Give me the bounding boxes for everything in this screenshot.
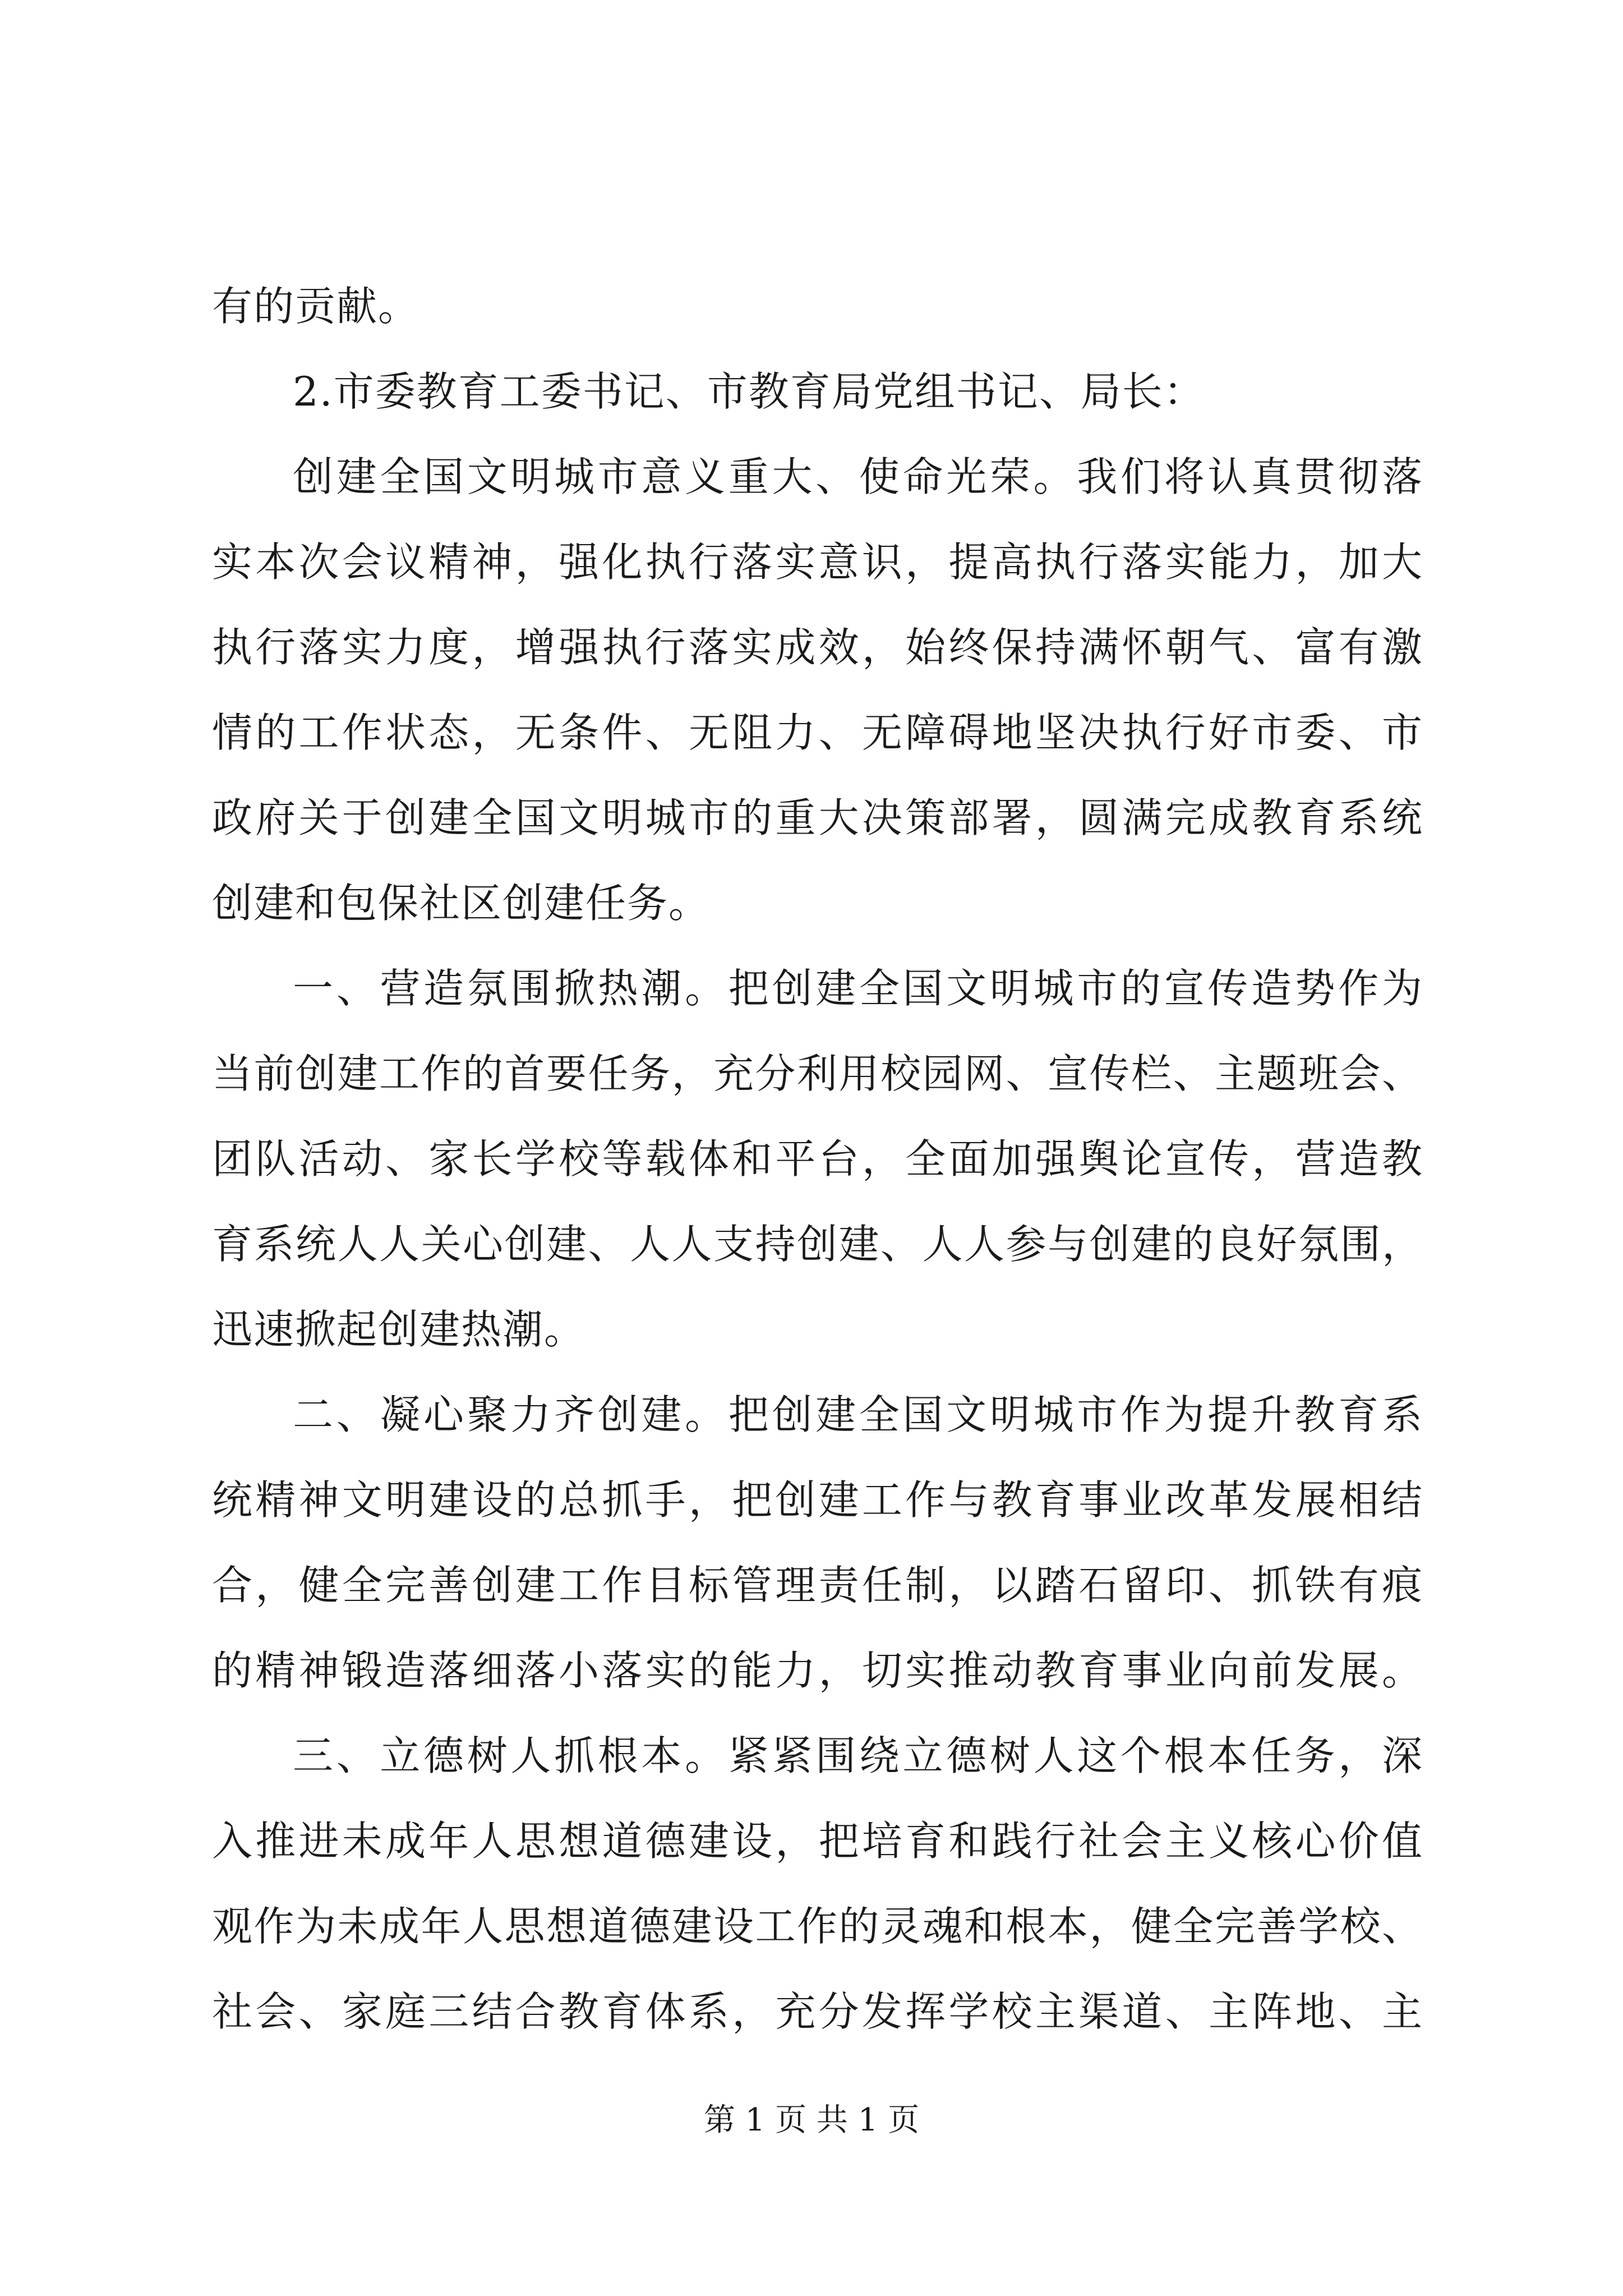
text-line: 二、凝心聚力齐创建。把创建全国文明城市作为提升教育系	[293, 1391, 1423, 1438]
text-line: 实本次会议精神，强化执行落实意识，提高执行落实能力，加大	[212, 539, 1423, 586]
page-number-footer: 第 1 页 共 1 页	[703, 2102, 920, 2138]
text-line: 的精神锻造落细落小落实的能力，切实推动教育事业向前发展。	[212, 1647, 1423, 1694]
text-line: 迅速掀起创建热潮。	[212, 1306, 586, 1353]
text-line: 合，健全完善创建工作目标管理责任制，以踏石留印、抓铁有痕	[212, 1562, 1423, 1609]
section-heading: 2.市委教育工委书记、市教育局党组书记、局长：	[293, 368, 1205, 415]
text-line: 创建全国文明城市意义重大、使命光荣。我们将认真贯彻落	[293, 453, 1423, 500]
text-line: 政府关于创建全国文明城市的重大决策部署，圆满完成教育系统	[212, 794, 1423, 841]
text-line: 创建和包保社区创建任务。	[212, 880, 711, 927]
text-line: 团队活动、家长学校等载体和平台，全面加强舆论宣传，营造教	[212, 1135, 1423, 1182]
text-line: 执行落实力度，增强执行落实成效，始终保持满怀朝气、富有激	[212, 624, 1423, 671]
text-line: 当前创建工作的首要任务，充分利用校园网、宣传栏、主题班会、	[212, 1050, 1423, 1097]
text-line: 有的贡献。	[212, 283, 420, 330]
text-line: 观作为未成年人思想道德建设工作的灵魂和根本，健全完善学校、	[212, 1903, 1423, 1950]
text-line: 育系统人人关心创建、人人支持创建、人人参与创建的良好氛围，	[212, 1221, 1423, 1268]
text-line: 统精神文明建设的总抓手，把创建工作与教育事业改革发展相结	[212, 1476, 1423, 1524]
document-body	[212, 264, 1423, 2054]
text-line: 入推进未成年人思想道德建设，把培育和践行社会主义核心价值	[212, 1818, 1423, 1865]
text-line: 社会、家庭三结合教育体系，充分发挥学校主渠道、主阵地、主	[212, 1988, 1423, 2035]
text-line: 一、营造氛围掀热潮。把创建全国文明城市的宣传造势作为	[293, 965, 1423, 1012]
text-line: 三、立德树人抓根本。紧紧围绕立德树人这个根本任务，深	[293, 1732, 1423, 1779]
text-line: 情的工作状态，无条件、无阻力、无障碍地坚决执行好市委、市	[212, 709, 1423, 756]
